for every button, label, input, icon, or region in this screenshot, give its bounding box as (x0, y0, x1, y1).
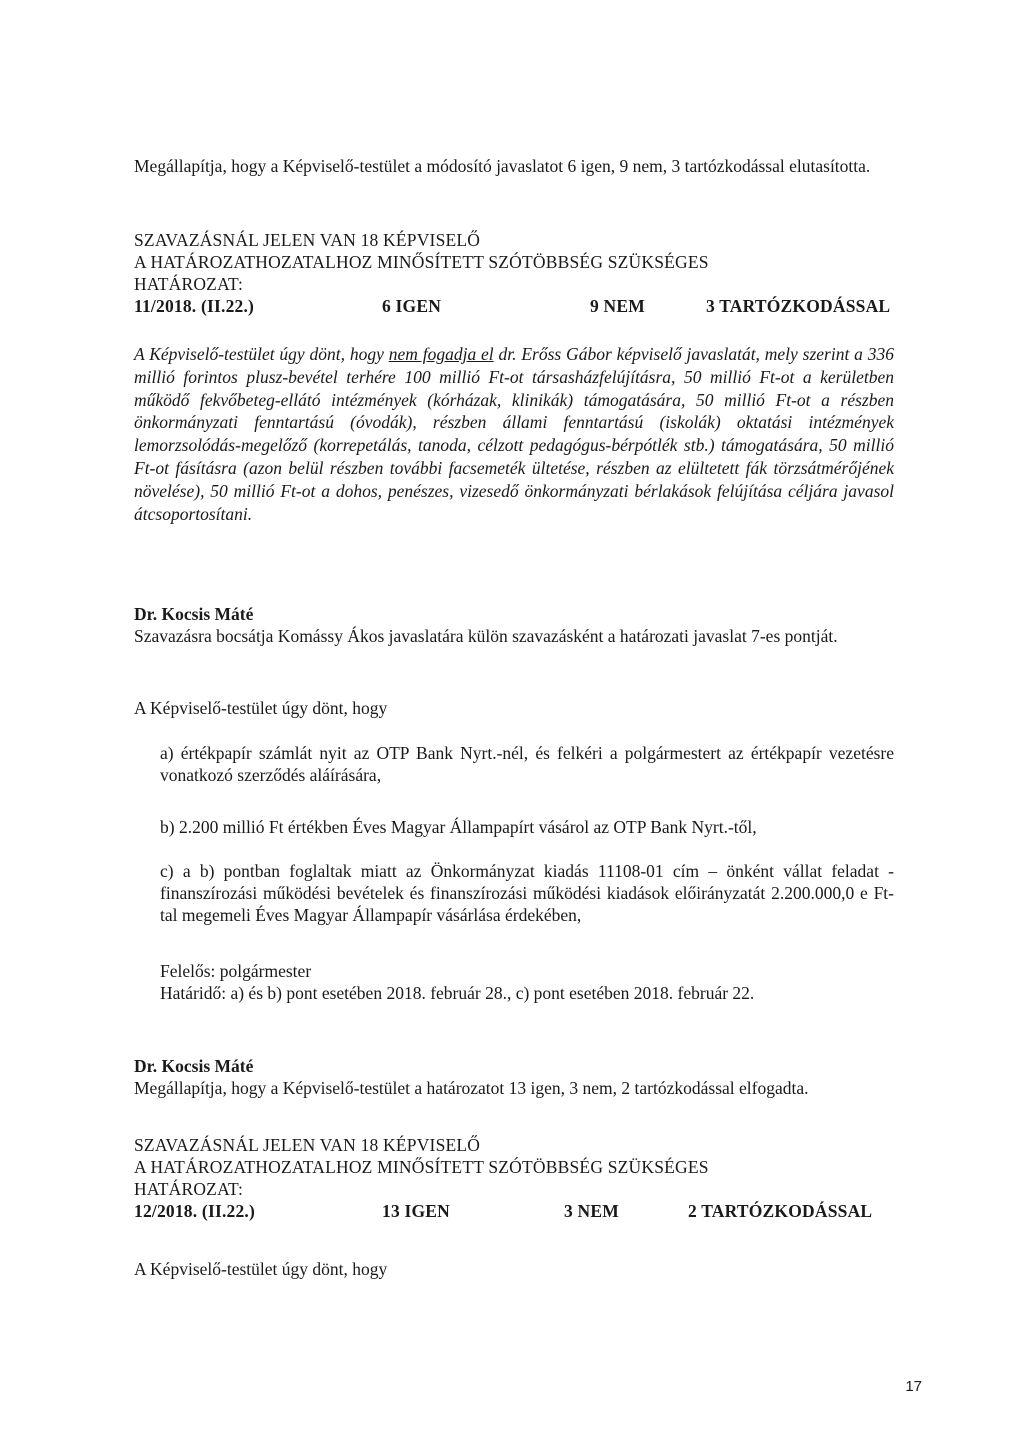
page-number: 17 (905, 1378, 922, 1395)
decision-intro (134, 697, 894, 719)
vote-header-1 (134, 229, 894, 317)
speaker-section-2 (134, 1055, 894, 1099)
decision-intro-2 (134, 1258, 894, 1280)
item-text: b) 2.200 millió Ft értékben Éves Magyar Állampapírt vásárol az OTP Bank Nyrt.-től, (160, 817, 757, 837)
decision-item-a (134, 742, 894, 786)
speaker-section-1 (134, 603, 894, 647)
speaker-name: Dr. Kocsis Máté (134, 1056, 254, 1076)
present-line: SZAVAZÁSNÁL JELEN VAN 18 KÉPVISELŐ (134, 230, 481, 250)
deadline-line: Határidő: a) és b) pont esetében 2018. február 28., c) pont esetében 2018. február 22. (160, 983, 755, 1003)
resolution-label: HATÁROZAT: (134, 274, 244, 294)
resolution-lead: A Képviselő-testület úgy dönt, hogy (134, 344, 389, 364)
resolution-underlined: nem fogadja el (388, 344, 494, 364)
abstain-count: 2 TARTÓZKODÁSSAL (688, 1201, 873, 1221)
vote-result-row (134, 295, 894, 317)
majority-line: A HATÁROZATHOZATALHOZ MINŐSÍTETT SZÓTÖBBSÉG SZÜKSÉGES (134, 252, 709, 272)
vote-header-2 (134, 1134, 894, 1222)
resolution-text-1 (134, 343, 894, 525)
paragraph-result-1 (134, 155, 894, 177)
resolution-number: 11/2018. (II.22.) (134, 296, 255, 316)
vote-result-row (134, 1200, 894, 1222)
paragraph-text: A Képviselő-testület úgy dönt, hogy (134, 698, 388, 718)
yes-count: 13 IGEN (382, 1201, 451, 1221)
paragraph-text: A Képviselő-testület úgy dönt, hogy (134, 1259, 388, 1279)
responsible-line: Felelős: polgármester (160, 961, 312, 981)
speaker-name: Dr. Kocsis Máté (134, 604, 254, 624)
no-count: 3 NEM (564, 1201, 619, 1221)
resolution-rest: dr. Erőss Gábor képviselő javaslatát, mely szerint a 336 millió forintos plusz-bevétel terhére 100 millió Ft-ot társasházfelújításra, 50 millió Ft-ot a kerületben működő fekvőbeteg-ellátó intézmények (kórházak, klinikák) támogatására, 50 millió Ft-ot a részben önkormányzati fenntartású (óvodák), részben állami fenntartású (iskolák) oktatási intézmények lemorzsolódás-megelőző (korrepetálás, tanoda, célzott pedagógus-bérpótlék stb.) támogatására, 50 millió Ft-ot fásításra (azon belül részben további facsemeték ültetése, részben az elültetett fák törzsátmérőjének növelése), 50 millió Ft-ot a dohos, penészes, vizesedő önkormányzati bérlakások felújítása céljára javasol átcsoportosítani. (134, 344, 894, 524)
item-text: a) értékpapír számlát nyit az OTP Bank Nyrt.-nél, és felkéri a polgármestert az értékpapír vezetésre vonatkozó szerződés aláírására, (160, 743, 894, 785)
responsibility-block (134, 960, 894, 1004)
item-text: c) a b) pontban foglaltak miatt az Önkormányzat kiadás 11108-01 cím – önként vállat feladat - finanszírozási működési bevételek és finanszírozási működési kiadások előirányzatát 2.200.000,0 e Ft-tal megemeli Éves Magyar Állampapír vásárlása érdekében, (160, 861, 894, 925)
paragraph-text: Megállapítja, hogy a Képviselő-testület a módosító javaslatot 6 igen, 9 nem, 3 tartózkodással elutasította. (134, 156, 871, 176)
resolution-number: 12/2018. (II.22.) (134, 1201, 256, 1221)
present-line: SZAVAZÁSNÁL JELEN VAN 18 KÉPVISELŐ (134, 1135, 481, 1155)
majority-line: A HATÁROZATHOZATALHOZ MINŐSÍTETT SZÓTÖBBSÉG SZÜKSÉGES (134, 1157, 709, 1177)
paragraph-text: Megállapítja, hogy a Képviselő-testület a határozatot 13 igen, 3 nem, 2 tartózkodással elfogadta. (134, 1078, 809, 1098)
decision-item-b (134, 816, 894, 838)
no-count: 9 NEM (590, 296, 645, 316)
decision-item-c (134, 860, 894, 926)
abstain-count: 3 TARTÓZKODÁSSAL (706, 296, 891, 316)
resolution-label: HATÁROZAT: (134, 1179, 244, 1199)
paragraph-text: Szavazásra bocsátja Komássy Ákos javaslatára külön szavazásként a határozati javaslat 7-es pontját. (134, 626, 838, 646)
yes-count: 6 IGEN (382, 296, 442, 316)
